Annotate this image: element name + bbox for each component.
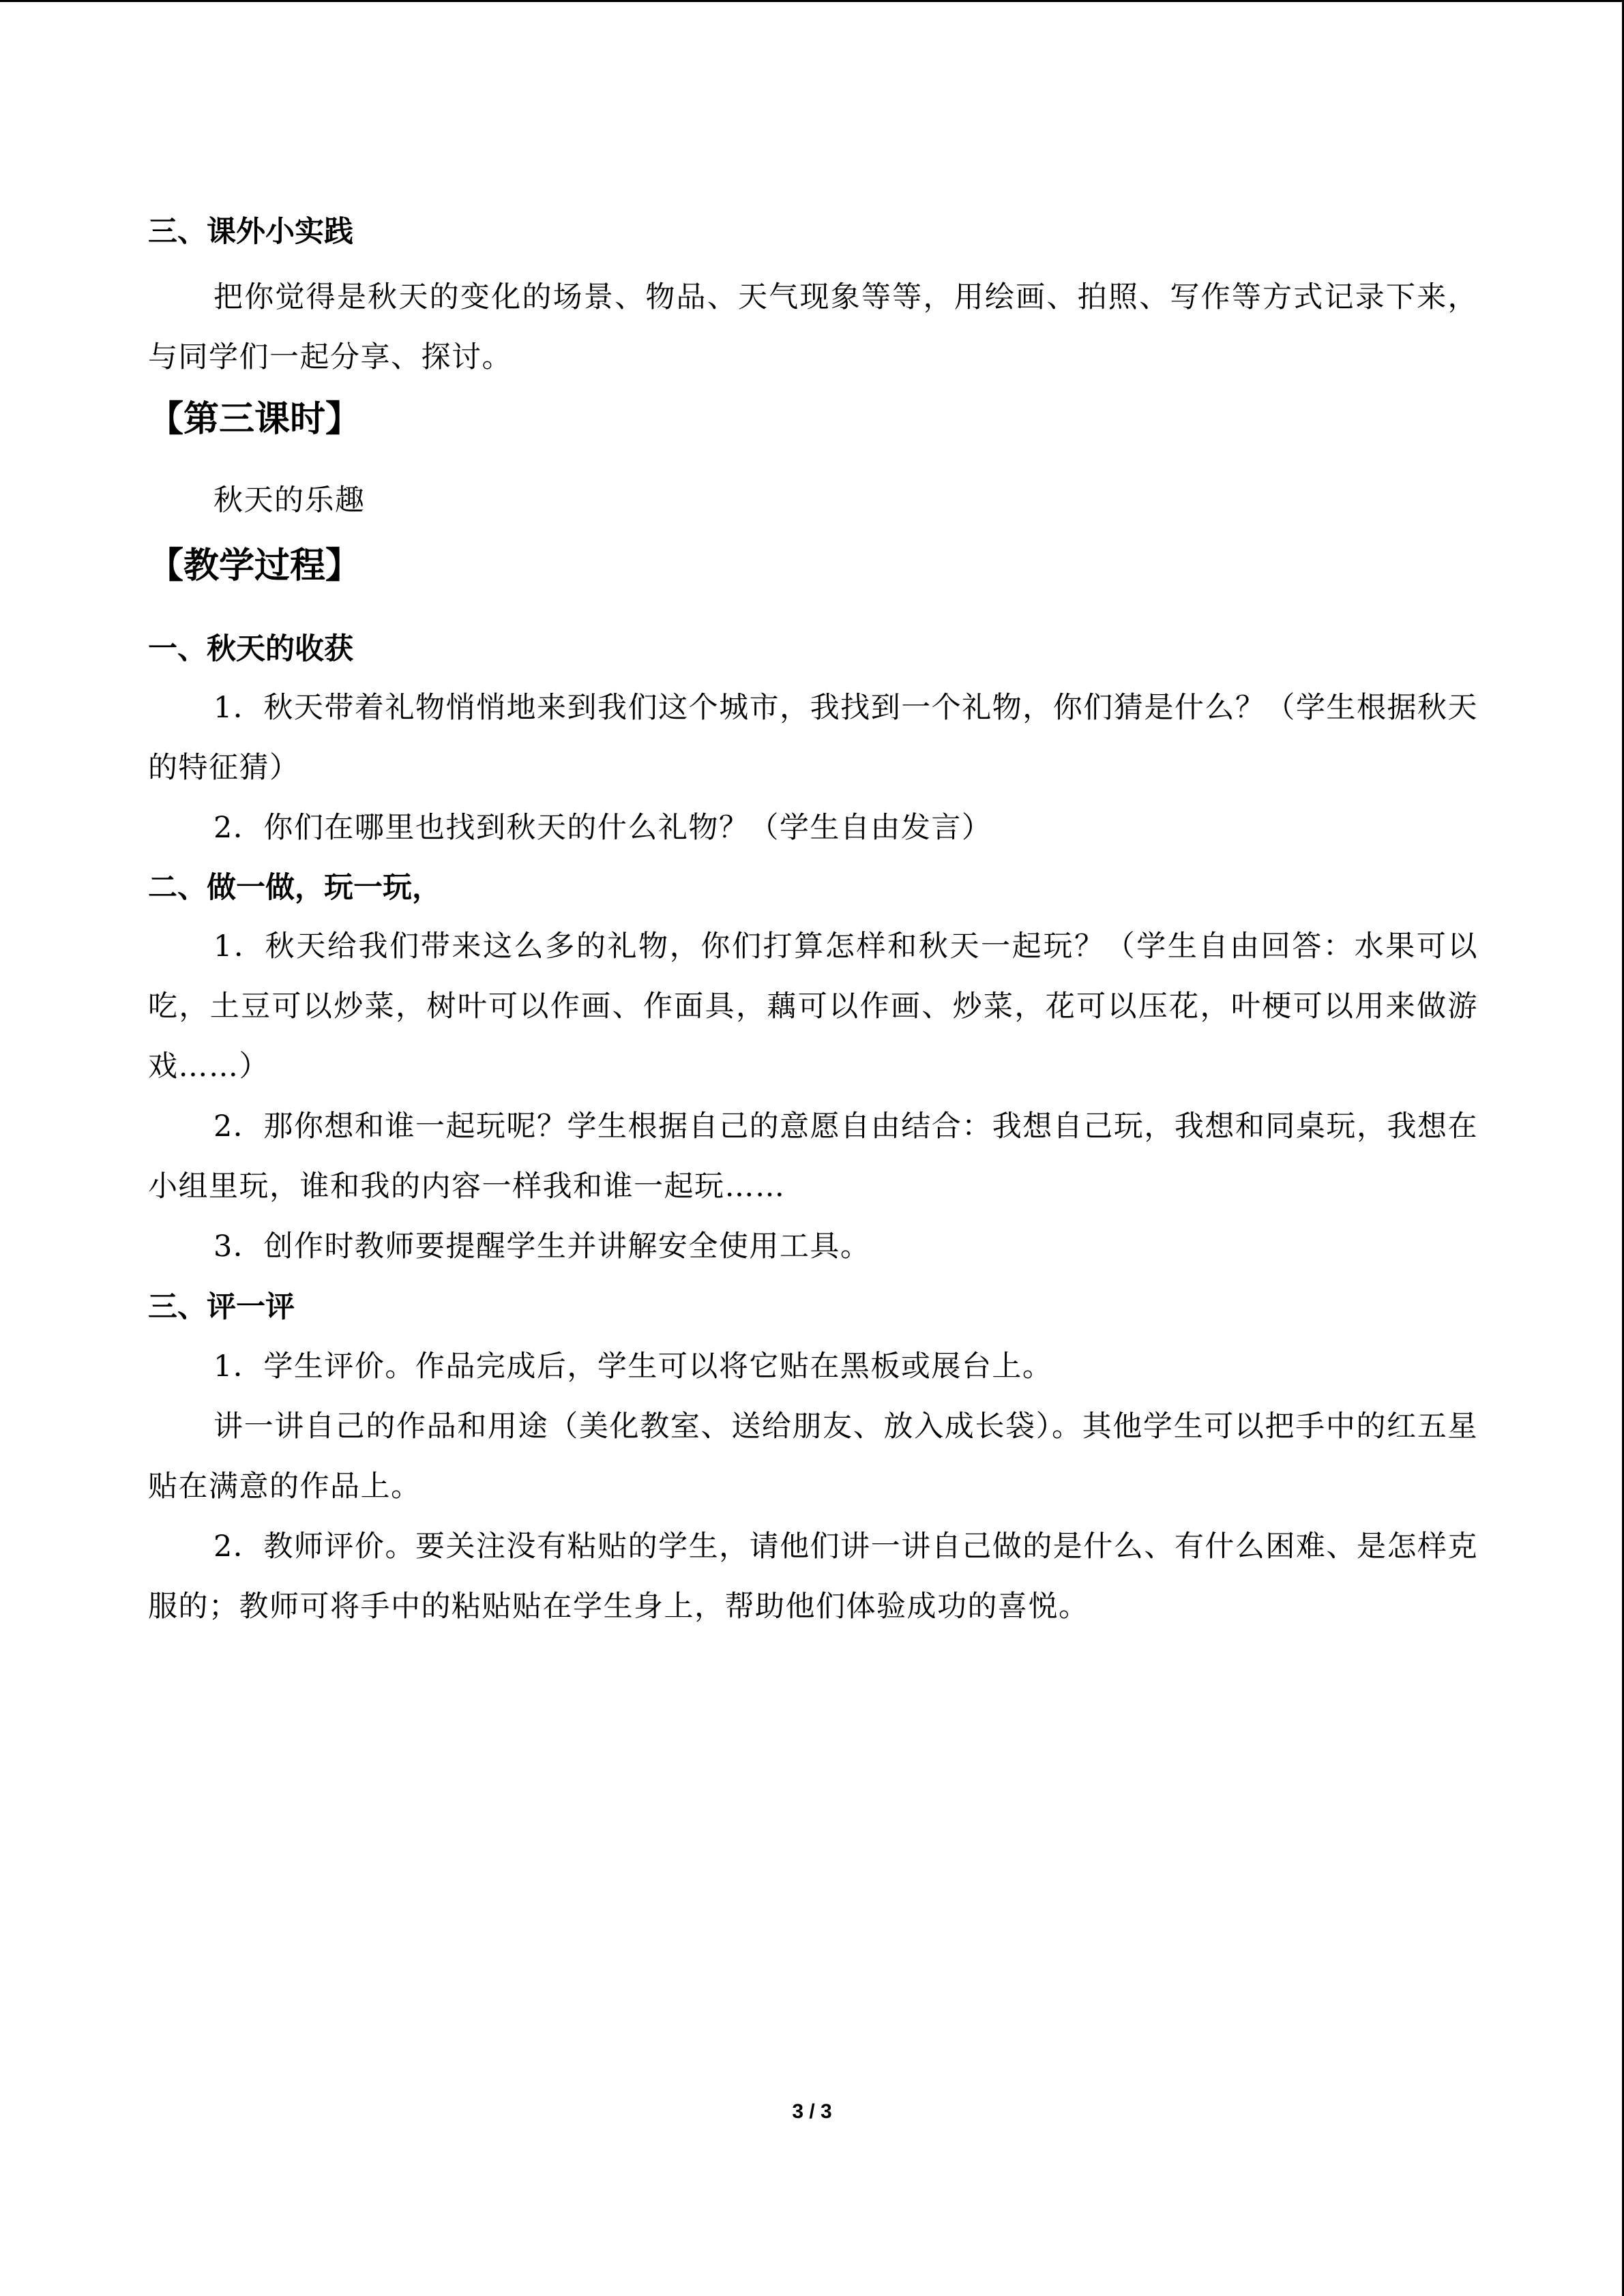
part2-heading: 二、做一做，玩一玩， [148, 871, 441, 905]
process-heading: 【教学过程】 [148, 546, 361, 586]
part2-item-3: 3．创作时教师要提醒学生并讲解安全使用工具。 [213, 1229, 871, 1264]
page-number: 3 / 3 [792, 2100, 832, 2123]
section-heading-practice: 三、课外小实践 [148, 215, 353, 249]
lesson-heading: 【第三课时】 [148, 399, 361, 440]
page-border-top [0, 0, 1624, 2]
part1-item-1: 1．秋天带着礼物悄悄地来到我们这个城市，我找到一个礼物，你们猜是什么？（学生根据秋天的特征猜） [148, 691, 1478, 785]
lesson-title: 秋天的乐趣 [213, 483, 366, 518]
part3-item-1: 1．学生评价。作品完成后，学生可以将它贴在黑板或展台上。 [213, 1350, 1053, 1384]
part3-item-3: 2．教师评价。要关注没有粘贴的学生，请他们讲一讲自己做的是什么、有什么困难、是怎样克服的；教师可将手中的粘贴贴在学生身上，帮助他们体验成功的喜悦。 [148, 1530, 1478, 1624]
part1-heading: 一、秋天的收获 [148, 632, 353, 666]
part2-item-2: 2．那你想和谁一起玩呢？学生根据自己的意愿自由结合：我想自己玩，我想和同桌玩，我想在小组里玩，谁和我的内容一样我和谁一起玩…… [148, 1109, 1478, 1204]
part3-heading: 三、评一评 [148, 1290, 295, 1324]
part3-item-2: 讲一讲自己的作品和用途（美化教室、送给朋友、放入成长袋）。其他学生可以把手中的红五星贴在满意的作品上。 [148, 1410, 1478, 1504]
part1-item-2: 2．你们在哪里也找到秋天的什么礼物？（学生自由发言） [213, 811, 992, 845]
part2-item-1: 1．秋天给我们带来这么多的礼物，你们打算怎样和秋天一起玩？（学生自由回答：水果可以吃，土豆可以炒菜，树叶可以作画、作面具，藕可以作画、炒菜，花可以压花，叶梗可以用来做游戏……） [148, 929, 1478, 1084]
paragraph-practice: 把你觉得是秋天的变化的场景、物品、天气现象等等，用绘画、拍照、写作等方式记录下来，与同学们一起分享、探讨。 [148, 280, 1478, 374]
